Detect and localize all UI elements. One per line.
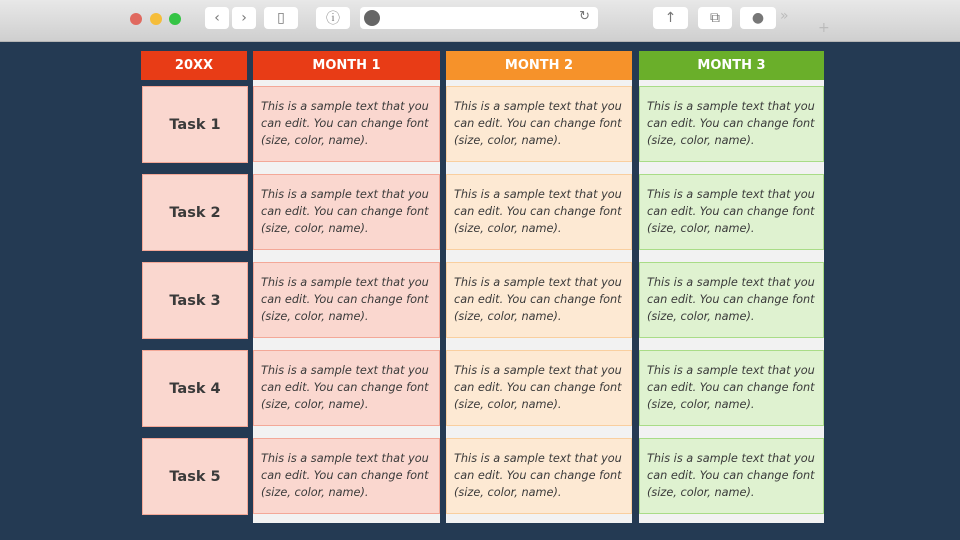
task-cell[interactable]: This is a sample text that you can edit. You can change font (size, color, name). <box>639 86 824 162</box>
task-label: Task 5 <box>142 438 248 515</box>
task-cell[interactable]: This is a sample text that you can edit. You can change font (size, color, name). <box>446 86 632 162</box>
info-icon[interactable]: ⓘ <box>316 7 350 29</box>
task-cell[interactable]: This is a sample text that you can edit. You can change font (size, color, name). <box>639 174 824 250</box>
task-cell[interactable]: This is a sample text that you can edit. You can change font (size, color, name). <box>446 174 632 250</box>
task-cell[interactable]: This is a sample text that you can edit. You can change font (size, color, name). <box>253 350 440 426</box>
close-window-button[interactable] <box>130 13 142 25</box>
month-column <box>446 51 632 523</box>
month-column <box>253 51 440 523</box>
month-column <box>639 51 824 523</box>
year-header: 20XX <box>141 51 247 80</box>
task-cell[interactable]: This is a sample text that you can edit. You can change font (size, color, name). <box>253 262 440 338</box>
maximize-window-button[interactable] <box>169 13 181 25</box>
month-header: MONTH 3 <box>639 51 824 80</box>
task-cell[interactable]: This is a sample text that you can edit. You can change font (size, color, name). <box>253 174 440 250</box>
browser-toolbar <box>0 0 960 42</box>
site-icon <box>364 10 380 26</box>
task-cell[interactable]: This is a sample text that you can edit. You can change font (size, color, name). <box>253 438 440 514</box>
back-icon[interactable]: ‹ <box>205 7 229 29</box>
task-label: Task 1 <box>142 86 248 163</box>
sidebar-icon[interactable]: ▯ <box>264 7 298 29</box>
new-tab-icon[interactable]: + <box>818 20 830 36</box>
task-label: Task 4 <box>142 350 248 427</box>
minimize-window-button[interactable] <box>150 13 162 25</box>
task-cell[interactable]: This is a sample text that you can edit. You can change font (size, color, name). <box>446 262 632 338</box>
task-cell[interactable]: This is a sample text that you can edit. You can change font (size, color, name). <box>639 262 824 338</box>
task-label: Task 3 <box>142 262 248 339</box>
reload-icon[interactable]: ↻ <box>579 9 590 24</box>
address-bar[interactable] <box>360 7 598 29</box>
month-header: MONTH 1 <box>253 51 440 80</box>
share-icon[interactable]: ↑ <box>653 7 688 29</box>
forward-icon[interactable]: › <box>232 7 256 29</box>
download-icon[interactable]: ● <box>740 7 776 29</box>
task-cell[interactable]: This is a sample text that you can edit. You can change font (size, color, name). <box>639 350 824 426</box>
tabs-icon[interactable]: ⧉ <box>698 7 732 29</box>
task-cell[interactable]: This is a sample text that you can edit. You can change font (size, color, name). <box>446 438 632 514</box>
task-label: Task 2 <box>142 174 248 251</box>
task-cell[interactable]: This is a sample text that you can edit. You can change font (size, color, name). <box>253 86 440 162</box>
task-cell[interactable]: This is a sample text that you can edit. You can change font (size, color, name). <box>639 438 824 514</box>
month-header: MONTH 2 <box>446 51 632 80</box>
task-cell[interactable]: This is a sample text that you can edit. You can change font (size, color, name). <box>446 350 632 426</box>
more-icon[interactable]: » <box>780 8 789 24</box>
